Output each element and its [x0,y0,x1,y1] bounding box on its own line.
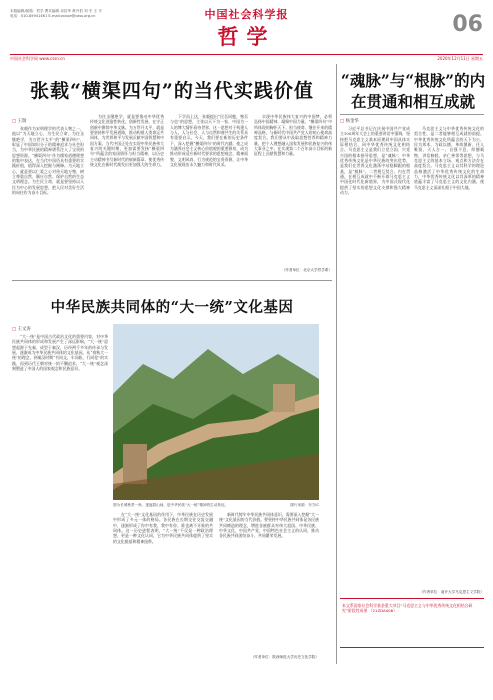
top-rule [10,54,483,55]
mid-col-2: 在“大一统”文化基因的作用下，中华民族在历史发展中形成了多元一体的格局。各民族在长期交往交流交融中，逐渐形成了你中有我、我中有你、谁也离不开谁的共同体。这一历史进程表明，“大一统”不仅是一种政治理想，更是一种文化认同，它为中华民族共同体提供了坚实的文化根基和精神纽带。 [113,512,213,544]
column-divider [336,64,337,664]
funding-code: （21ZDA006） [368,608,398,614]
main-author: □ 王瑞 [12,119,27,124]
main-source: （作者单位：北京大学哲学系） [281,268,332,272]
mid-col-1: “大一统”是中国古代政治文化的重要内容，对中华民族共同体的形成和发展产生了深远影响。“大一统”思想起源于先秦，成型于秦汉，历经两千多年的传承与发展，逐渐成为中华民族共同体的文化基因。从“春秋大一统”的理念，到秦汉时期“书同文、车同轨、行同伦”的实践，再到历代王朝对统一的不懈追求，“大一统”观念深刻塑造了中国人的国家观念和民族意识。 [12,334,108,372]
side-col-1: 习近平总书记在庆祝中国共产党成立100周年大会上的重要讲话中强调，坚持把马克思主义基本原理同中国具体实际相结合、同中华优秀传统文化相结合。马克思主义是我们立党立国、兴党兴国的根本指导思想，是“魂脉”；中华优秀传统文化是中华民族的突出优势，是我们在世界文化激荡中站稳脚跟的根基，是“根脉”。二者相互契合、内在贯通，在相互成就中不断开辟马克思主义中国化时代化新境界，为中国式现代化提供了坚实的思想文化支撑和强大精神动力。 [340,126,410,196]
photo-watchtower [273,384,295,412]
side-author: □ 杨金华 [340,119,359,124]
website: 中国社会科学网 www.cssn.cn [10,56,65,61]
main-col-1: 张载作为宋明理学的代表人物之一，他以“为天地立心，为生民立命，为往圣继绝学，为万世开太平”的“横渠四句”，彰显了中国知识分子的精神追求与社会担当，为中华民族的精神谱系注入了宝贵的思想资源。“横渠四句”作为儒家道德理想的集中表达，在当代中国仍具有重要的实践价值，值得深入挖掘与阐释。为天地立心，就是要以仁爱之心对待天地万物，树立尊重自然、顺应自然、保护自然的生态文明理念。为生民立命，就是要坚持以人民为中心的发展思想，把人民对美好生活的向往作为奋斗目标。 [12,126,84,196]
section-title: 哲学 [217,24,276,49]
side-col-2: 马克思主义与中华优秀传统文化的契合性，是二者能够相互成就的前提。中华优秀传统文化所蕴含的天下为公、民为邦本、为政以德、革故鼎新、任人唯贤、天人合一、自强不息、厚德载物、讲信修睦、亲仁善邻等思想，与马克思主义的基本立场、观点和方法存在高度契合。马克思主义以其科学的理论品格激活了中华优秀传统文化的生命力，中华优秀传统文化以其深厚的精神底蕴丰富了马克思主义的文化内涵，使马克思主义深深扎根于中国大地。 [414,126,484,190]
page-number: 06 [452,12,483,37]
funding-text: 本文系国家社会科学基金重大项目“马克思主义与中华优秀传统文化相结合研究”阶段性成果 [342,603,473,614]
divider [12,280,332,281]
photo-credit: 图片来源：东方IC [290,503,319,507]
side-source: （作者单位：南开大学马克思主义学院） [419,590,484,594]
main-col-4: 实现中华民族伟大复兴的中国梦，必须弘扬中国精神、凝聚中国力量。“横渠四句”中所体现的胸怀天下、担当使命、继往开来的精神品格，与新时代中国共产党人的初心使命高度契合。我们要从中汲取思想营养和精神力量，把个人理想融入国家发展和民族复兴的伟大事业之中，在实现第二个百年奋斗目标的新征程上贡献智慧和力量。 [254,114,332,157]
main-headline: 张载“横渠四句”的当代实践价值 [30,80,314,102]
side-headline: “魂脉”与“根脉”的内在贯通和相互成就 [340,71,486,111]
main-col-3: 下学而上达，张载提出“民吾同胞，物吾与也”的思想，主张以天下为一家、中国为一人的博大情怀看待世界，这一思想对于构建人与人、人与社会、人与自然和谐共生的关系具有重要启示。今天，我们要在新的历史条件下，深入挖掘“横渠四句”的时代内涵，使之成为涵养社会主义核心价值观的重要源泉，成为推动形成适应新时代要求的思想观念、精神面貌、文明风尚、行为规范的宝贵资源，让中华文化展现出永久魅力和时代风采。 [170,114,248,168]
meta-line: 本版编辑/邮箱：哲学 曹术编辑 卓若华 黄丹伯 刘 冬 王 平 [10,9,102,13]
divider [340,114,484,115]
mid-author-name: 王文涛 [17,327,31,332]
mid-author: □ 王文涛 [12,327,31,332]
paper-name: 中国社会科学报 [204,8,289,21]
mid-col-3: 新时代铸牢中华民族共同体意识，需要深入挖掘“大一统”文化基因的当代价值。要坚持中华民族共同体是各民族共同缔造的理念，增进各族群众对伟大祖国、中华民族、中华文化、中国共产党、中国特色社会主义的认同，推动各民族共同团结奋斗、共同繁荣发展。 [219,512,319,539]
photo-foreground-tower [123,444,147,484]
photo-image [113,324,319,500]
main-col-2: 为往圣继绝学，就是要推动中华优秀传统文化创造性转化、创新性发展，在守正创新中赓续中华文脉。为万世开太平，就是要坚持和平发展道路，推动构建人类命运共同体，为世界和平与发展贡献中国智慧和中国方案。当代中国正处在实现中华民族伟大复兴的关键时期，更加需要发扬“横渠四句”所蕴含的家国情怀与担当精神，以历史主动精神书写新时代的崭新篇章，使优秀传统文化在新时代焕发出更加强大的生命力。 [90,114,164,168]
mid-source: （作者单位：陕西师范大学历史文化学院） [250,655,319,659]
side-author-name: 杨金华 [345,119,359,124]
meta-line: 电话：010-85941461 E-mail:zxxue@cass.org.cn [10,14,96,18]
main-author-name: 王瑞 [17,119,27,124]
mid-headline: 中华民族共同体的“大一统”文化基因 [50,299,294,316]
great-wall-photo [113,324,319,500]
issue-date: 2020年12月11日 星期五 [437,56,483,61]
caption-text: 图为长城秋景一角，逶迤群山间，是中华民族“大一统”精神的生动象征。 [113,503,229,507]
photo-caption [113,503,319,508]
funding-note [340,598,484,648]
